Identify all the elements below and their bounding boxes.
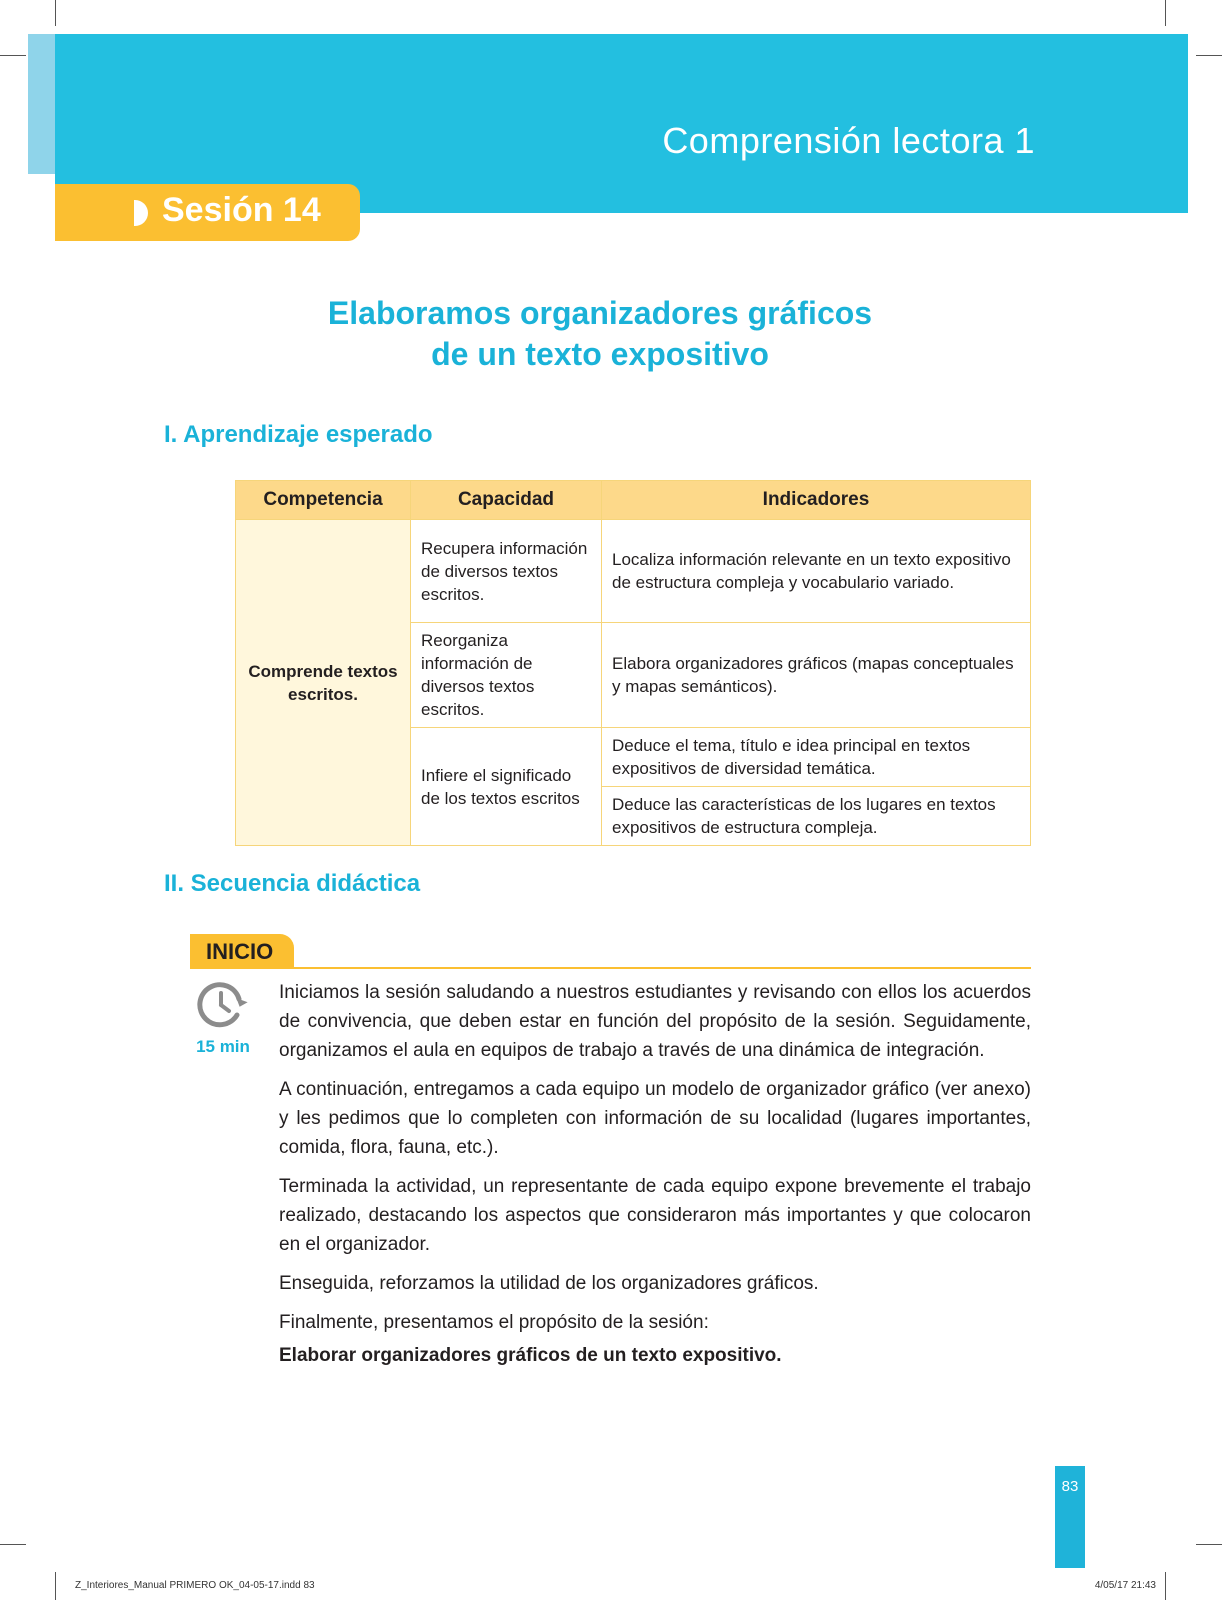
indicador-cell: Elabora organizadores gráficos (mapas conceptuales y mapas semánticos). <box>602 623 1031 728</box>
inicio-rule <box>190 967 1031 969</box>
indicador-cell: Deduce el tema, título e idea principal en textos expositivos de diversidad temática. <box>602 728 1031 787</box>
capacidad-cell: Recupera información de diversos textos escritos. <box>411 520 602 623</box>
crop-mark <box>1196 55 1222 56</box>
inicio-label: INICIO <box>206 939 274 964</box>
competencia-cell: Comprende textos escritos. <box>236 520 411 846</box>
capacidad-cell: Infiere el significado de los textos escritos <box>411 728 602 846</box>
table-header-competencia: Competencia <box>236 481 411 520</box>
objectives-table <box>235 480 1031 846</box>
crop-mark <box>0 1544 26 1545</box>
crop-mark <box>0 55 26 56</box>
table-header-indicadores: Indicadores <box>602 481 1031 520</box>
paragraph: Iniciamos la sesión saludando a nuestros estudiantes y revisando con ellos los acuerdos de convivencia, que deben estar en función del propósito de la sesión. Seguidamente, organizamos el aula en equipos de trabajo a través de una dinámica de integración. <box>279 982 1031 1061</box>
crop-mark <box>55 0 56 26</box>
time-label: 15 min <box>196 1037 250 1056</box>
crop-mark <box>55 1572 56 1600</box>
file-slug: Z_Interiores_Manual PRIMERO OK_04-05-17.indd 83 <box>75 1580 315 1591</box>
table-row <box>236 520 1031 623</box>
section-heading-secuencia: II. Secuencia didáctica <box>164 870 421 897</box>
page-number: 83 <box>1061 1478 1079 1495</box>
crop-mark <box>1196 1544 1222 1545</box>
indicador-cell: Localiza información relevante en un texto expositivo de estructura compleja y vocabulario variado. <box>602 520 1031 623</box>
section-heading-aprendizaje: I. Aprendizaje esperado <box>164 421 433 448</box>
header-accent-strip <box>28 34 55 174</box>
page-title <box>150 293 1050 375</box>
table-header-capacidad: Capacidad <box>411 481 602 520</box>
page-title-line-1: Elaboramos organizadores gráficos <box>327 295 873 331</box>
paragraph: A continuación, entregamos a cada equipo un modelo de organizador gráfico (ver anexo) y les pedimos que lo completen con información de su localidad (lugares importantes, comida, flora, fauna, etc.). <box>279 1079 1031 1158</box>
paragraph: Finalmente, presentamos el propósito de la sesión: <box>279 1312 709 1333</box>
purpose-statement: Elaborar organizadores gráficos de un texto expositivo. <box>279 1345 782 1366</box>
paragraph: Terminada la actividad, un representante de cada equipo expone brevemente el trabajo realizado, destacando los aspectos que consideraron más importantes y que colocaron en el organizador. <box>279 1176 1031 1255</box>
crop-mark <box>1165 1572 1166 1600</box>
capacidad-cell: Reorganiza información de diversos textos escritos. <box>411 623 602 728</box>
page-title-line-2: de un texto expositivo <box>431 336 769 372</box>
table-header-row <box>236 481 1031 520</box>
inicio-body <box>279 978 1031 1380</box>
crop-mark <box>1165 0 1166 26</box>
clock-icon <box>197 981 249 1029</box>
indicador-cell: Deduce las características de los lugares en textos expositivos de estructura compleja. <box>602 787 1031 846</box>
session-label: Sesión 14 <box>162 191 321 229</box>
book-title: Comprensión lectora 1 <box>662 120 1035 161</box>
date-slug: 4/05/17 21:43 <box>1094 1580 1156 1591</box>
paragraph: Enseguida, reforzamos la utilidad de los organizadores gráficos. <box>279 1273 819 1294</box>
